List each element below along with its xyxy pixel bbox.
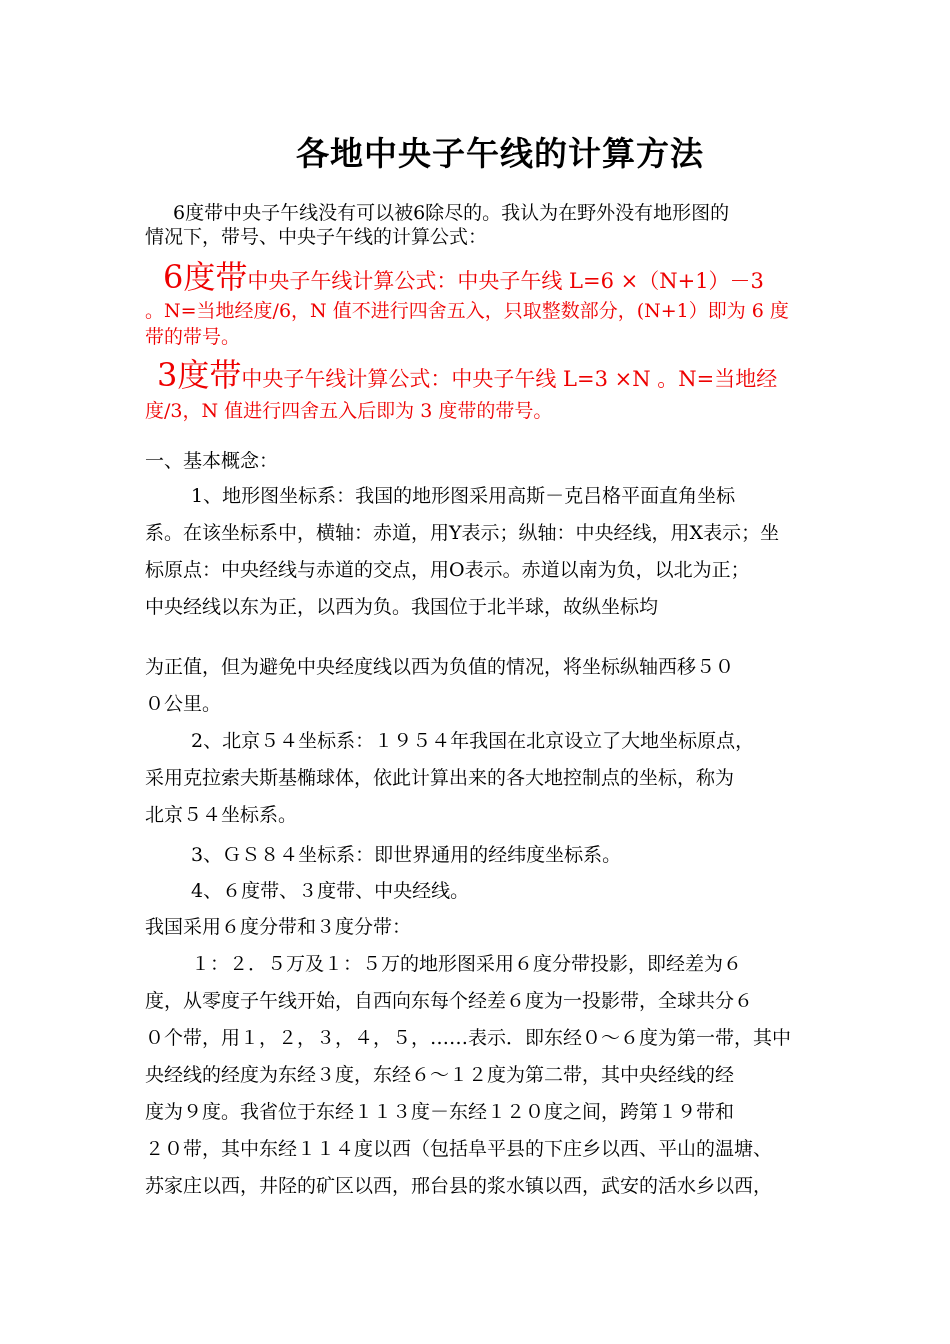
body-line: 北京５４坐标系。 (145, 804, 298, 826)
page-title: 各地中央子午线的计算方法 (296, 134, 704, 173)
body-line: ２０带，其中东经１１４度以西（包括阜平县的下庄乡以西、平山的温塘、 (145, 1138, 773, 1160)
body-line: 度，从零度子午线开始，自西向东每个经差６度为一投影带，全球共分６ (145, 990, 754, 1012)
formula6-text: 中央子午线计算公式：中央子午线 L=6 ×（N+1）－3 (247, 269, 764, 293)
formula3-text: 中央子午线计算公式：中央子午线 L=3 ×N 。N=当地经 (241, 367, 778, 391)
body-line: １：２．５万及１：５万的地形图采用６度分带投影，即经差为６ (191, 953, 743, 975)
body-line: 央经线的经度为东经３度，东经６～１２度为第二带，其中央经线的经 (145, 1064, 735, 1086)
formula3-heading: 3度带 (157, 356, 242, 394)
formula6-line-2: 。N=当地经度/6，N 值不进行四舍五入，只取整数部分，(N+1）即为 6 度 (145, 300, 789, 322)
body-line: 为正值，但为避免中央经度线以西为负值的情况，将坐标纵轴西移５０ (145, 656, 735, 678)
body-line: 苏家庄以西，井陉的矿区以西，邢台县的浆水镇以西，武安的活水乡以西， (145, 1175, 773, 1197)
body-line: 采用克拉索夫斯基椭球体，依此计算出来的各大地控制点的坐标，称为 (145, 767, 735, 789)
body-line: 2、北京５４坐标系：１９５４年我国在北京设立了大地坐标原点， (191, 730, 755, 752)
section-heading: 一、基本概念： (145, 450, 279, 472)
formula6-heading: 6度带 (163, 258, 248, 296)
formula3-line-2: 度/3，N 值进行四舍五入后即为 3 度带的带号。 (145, 400, 553, 422)
formula6-line-3: 带的带号。 (145, 326, 241, 348)
body-line: 系。在该坐标系中，横轴：赤道，用Y表示；纵轴：中央经线，用X表示；坐 (145, 522, 780, 544)
body-line: 1、地形图坐标系：我国的地形图采用高斯－克吕格平面直角坐标 (191, 485, 736, 507)
body-line: 中央经线以东为正，以西为负。我国位于北半球，故纵坐标均 (145, 596, 659, 618)
body-line: 4、６度带、３度带、中央经线。 (191, 880, 470, 902)
body-line: ０个带，用１，２，３，４，５，……表示．即东经０～６度为第一带，其中 (145, 1027, 792, 1049)
body-line: 度为９度。我省位于东经１１３度－东经１２０度之间，跨第１９带和 (145, 1101, 735, 1123)
formula3-line-1 (145, 356, 825, 399)
body-line: ０公里。 (145, 693, 222, 715)
formula6-line-1 (145, 258, 825, 301)
intro-line-1: 6度带中央子午线没有可以被6除尽的。我认为在野外没有地形图的 (173, 202, 730, 224)
intro-line-2: 情况下，带号、中央子午线的计算公式： (145, 226, 488, 248)
body-line: 标原点：中央经线与赤道的交点，用O表示。赤道以南为负，以北为正； (145, 559, 750, 581)
body-line: 我国采用６度分带和３度分带： (145, 916, 412, 938)
body-line: 3、ＧＳ８４坐标系：即世界通用的经纬度坐标系。 (191, 844, 622, 866)
